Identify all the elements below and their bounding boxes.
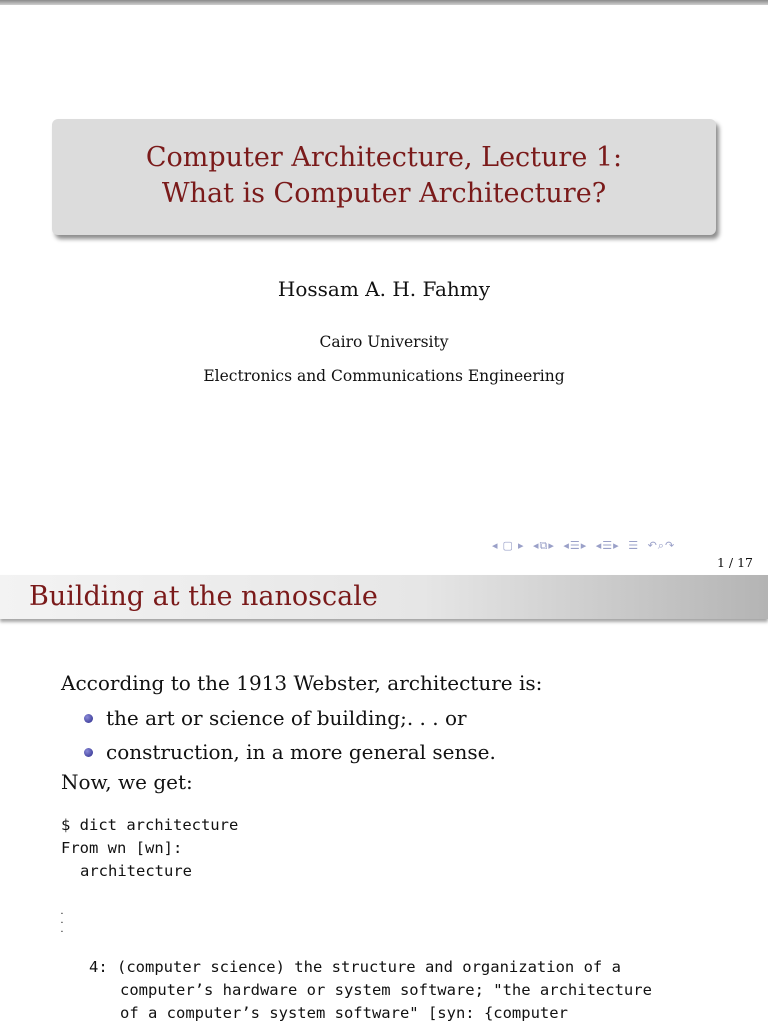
definition-line: computer’s hardware or system software; "the architecture [120, 981, 652, 999]
definition-line: 4: (computer science) the structure and organization of a [89, 958, 621, 976]
nav-prev-icon[interactable]: ◂ [492, 539, 499, 552]
bullet-icon [84, 714, 93, 723]
now-text: Now, we get: [61, 770, 193, 794]
slide-title-line2: What is Computer Architecture? [161, 178, 607, 209]
bullet-item: the art or science of building;. . . or [106, 706, 467, 730]
institution-university: Cairo University [319, 333, 449, 351]
author-name: Hossam A. H. Fahmy [277, 277, 491, 301]
top-rule [0, 0, 768, 5]
code-line: $ dict architecture [61, 816, 239, 834]
nav-next-icon[interactable]: ▸ [517, 539, 525, 552]
nav-doc-icon[interactable]: ◂☰▸ [595, 539, 620, 552]
bullet-icon [84, 748, 93, 757]
nav-align-icon[interactable]: ☰ [628, 539, 640, 552]
beamer-navigation-bar [492, 538, 762, 554]
vertical-ellipsis: . . . [60, 906, 64, 935]
institution-department: Electronics and Communications Engineering [203, 367, 565, 385]
nav-subsection-icon[interactable]: ◂⧉▸ [532, 539, 555, 552]
page-number: 1 / 17 [716, 555, 753, 570]
nav-search-icon[interactable]: ↶⌕↷ [647, 539, 676, 552]
slide-title-line1: Computer Architecture, Lecture 1: [145, 142, 623, 173]
nav-section-icon[interactable]: ◂☰▸ [563, 539, 588, 552]
nav-frame-icon[interactable]: ▢ [502, 539, 514, 552]
bullet-item: construction, in a more general sense. [106, 740, 496, 764]
code-line: architecture [80, 862, 192, 880]
definition-line: of a computer’s system software" [syn: {computer [120, 1004, 568, 1022]
code-line: From wn [wn]: [61, 839, 183, 857]
frame-title-bar [0, 575, 768, 619]
title-box [52, 119, 716, 235]
intro-text: According to the 1913 Webster, architecture is: [61, 671, 543, 695]
frame-title: Building at the nanoscale [29, 581, 378, 612]
